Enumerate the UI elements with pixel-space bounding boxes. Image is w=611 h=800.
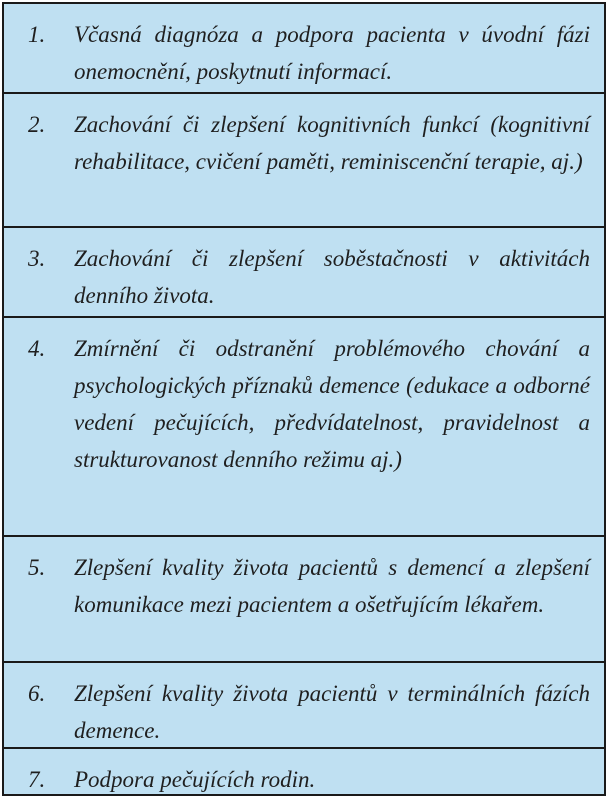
item-number: 1.	[28, 22, 46, 47]
table-row	[4, 535, 604, 661]
table-row	[4, 226, 604, 316]
item-text: Zlepšení kvality života pacientů v terminálních fázích demence.	[74, 681, 590, 743]
item-number: 2.	[28, 112, 46, 137]
item-text: Zachování či zlepšení kognitivních funkcí (kognitivní rehabilitace, cvičení paměti, reminiscenční terapie, aj.)	[74, 112, 590, 174]
table-row	[4, 747, 604, 794]
table-row	[4, 92, 604, 226]
item-number: 6.	[28, 681, 46, 706]
item-number: 7.	[28, 767, 46, 792]
item-text: Zachování či zlepšení soběstačnosti v aktivitách denního života.	[74, 246, 590, 308]
goals-table	[2, 2, 606, 796]
item-text: Zmírnění či odstranění problémového chování a psychologických příznaků demence (edukace a odborné vedení pečujících, předvídatelnost, pravidelnost a strukturovanost denního režimu aj.)	[74, 336, 590, 472]
item-number: 3.	[28, 246, 46, 271]
item-text: Podpora pečujících rodin.	[74, 767, 316, 792]
item-text: Zlepšení kvality života pacientů s demencí a zlepšení komunikace mezi pacientem a ošetřujícím lékařem.	[74, 555, 590, 617]
table-row	[4, 661, 604, 747]
table-row	[4, 316, 604, 535]
table-row	[4, 4, 604, 92]
item-number: 5.	[28, 555, 46, 580]
item-number: 4.	[28, 336, 46, 361]
item-text: Včasná diagnóza a podpora pacienta v úvodní fázi onemocnění, poskytnutí informací.	[74, 22, 590, 84]
